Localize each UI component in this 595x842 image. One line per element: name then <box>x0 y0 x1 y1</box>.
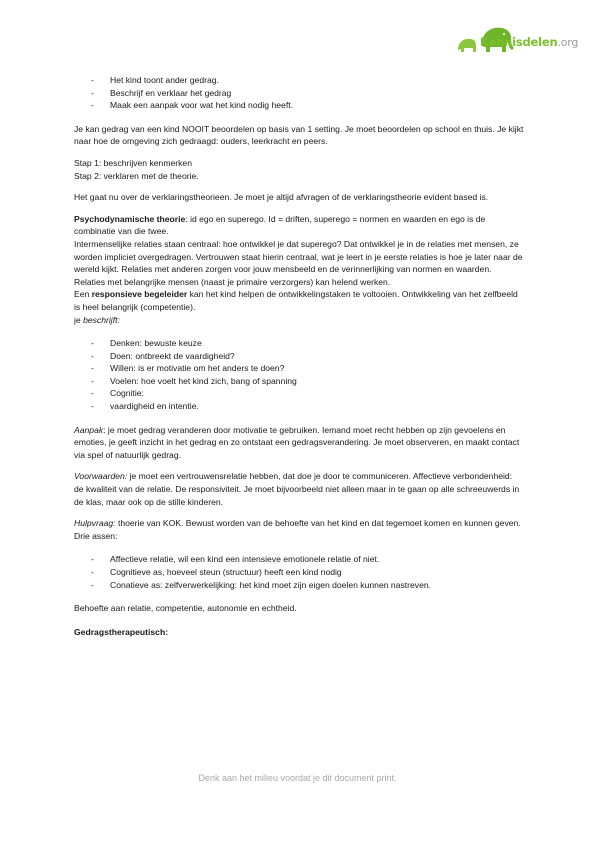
paragraph-theories: Het gaat nu over de verklaringstheorieen. Je moet je altijd afvragen of de verklaringstheorie evident based is. <box>74 192 489 203</box>
text-run: Een <box>74 289 92 300</box>
psychodynamic-label: Psychodynamische theorie <box>74 213 186 224</box>
list-item: - Cognitieve as, hoeveel steun (structuur) heeft een kind nodig <box>74 566 524 579</box>
paragraph-responsive <box>74 288 524 313</box>
paragraph-psychodynamic <box>74 213 524 238</box>
list-item: - Beschrijf en verklaar het gedrag <box>74 87 524 100</box>
list-item: - Het kind toont ander gedrag. <box>74 74 524 87</box>
step-1: Stap 1: beschrijven kenmerken <box>74 157 192 168</box>
list-behavior-steps <box>74 74 524 112</box>
paragraph-describes <box>74 314 524 327</box>
describes-label: beschrijft: <box>83 314 120 325</box>
paragraph-hulpvraag <box>74 517 524 542</box>
text-run: kan het kind helpen de ontwikkelingstaken te voltooien. Ontwikkeling van het zelfbeeld is heel belangrijk (competentie). <box>74 289 518 312</box>
voorwaarden-text: je moet een vertrouwensrelatie hebben, dat doe je door te communiceren. Affectieve verbondenheid: de kwaliteit van de relatie. De responsiviteit. Je moet bijvoorbeeld niet alleen maar in te gaan op alle schreeuwerds in de klas, maar ook op de stille kinderen. <box>74 471 520 507</box>
paragraph-relations: Intermenselijke relaties staan centraal: hoe ontwikkel je dat superego? Dat ontwikkel je in de relaties met mensen, ze worden impliciet overgedragen. Vertrouwen staat hierin centraal, wat je leert in je eerste relaties is hoe je later naar de wereld kijkt. Relaties met anderen zorgen voor jouw mensbeeld en de verinnerlijking van normen en waarden. Relaties met belangrijke mensen (naast je primaire verzorgers) kan helend werken. <box>74 238 523 287</box>
list-item: - Doen: ontbreekt de vaardigheid? <box>74 350 524 363</box>
footer-note: Denk aan het milieu voordat je dit document print. <box>198 773 397 783</box>
voorwaarden-label: Voorwaarden: <box>74 471 128 482</box>
aanpak-text: : je moet gedrag veranderen door motivatie te gebruiken. Iemand moet recht hebben op zijn gevoelens en emoties, je geeft inzicht in het gedrag en zo ontstaat een gedragsverandering. Je moet observeren, en maakt contact via spel of natuurlijk gedrag. <box>74 424 520 460</box>
list-item: - Affectieve relatie, wil een kind een intensieve emotionele relatie of niet. <box>74 553 524 566</box>
list-item: - Conatieve as: zelfverwerkelijking: het kind moet zijn eigen doelen kunnen nastreven. <box>74 579 524 592</box>
psychodynamic-text: : id ego en superego. Id = driften, superego = normen en waarden en ego is de combinatie van die twee. <box>74 213 486 237</box>
list-axes <box>74 553 524 591</box>
logo-text <box>480 35 578 49</box>
list-item: - Denken: bewuste keuze <box>74 337 524 350</box>
list-item: - vaardigheid en intentie. <box>74 400 524 413</box>
step-2: Stap 2: verklaren met de theorie. <box>74 170 199 181</box>
document-body <box>74 74 524 638</box>
list-item: - Voelen: hoe voelt het kind zich, bang of spanning <box>74 375 524 388</box>
hulpvraag-text: thoerie van KOK. Bewust worden van de behoefte van het kind en dat tegemoet komen en kunnen geven. Drie assen: <box>74 518 521 541</box>
paragraph-setting: Je kan gedrag van een kind NOOIT beoordelen op basis van 1 setting. Je moet beoordelen op school en thuis. Je kijkt naar hoe de omgeving zich gedraagd: ouders, leerkracht en peers. <box>74 123 524 147</box>
logo-domain: .org <box>557 36 579 49</box>
paragraph-aanpak <box>74 424 524 462</box>
list-item: - Maak een aanpak voor wat het kind nodig heeft. <box>74 99 524 112</box>
kennisdelen-logo <box>456 22 579 62</box>
heading-behavioral-therapy: Gedragstherapeutisch: <box>74 626 169 637</box>
paragraph-voorwaarden <box>74 470 524 508</box>
text-run: je <box>74 314 84 325</box>
logo-name: Kennisdelen <box>480 35 558 49</box>
list-item: - Cognitie: <box>74 387 524 400</box>
paragraph-needs: Behoefte aan relatie, competentie, autonomie en echtheid. <box>74 603 297 614</box>
list-aspects <box>74 337 524 413</box>
responsive-label: responsieve begeleider <box>91 289 188 300</box>
hulpvraag-label: Hulpvraag: <box>74 518 116 529</box>
list-item: - Willen: is er motivatie om het anders te doen? <box>74 362 524 375</box>
aanpak-label: Aanpak <box>74 424 104 435</box>
